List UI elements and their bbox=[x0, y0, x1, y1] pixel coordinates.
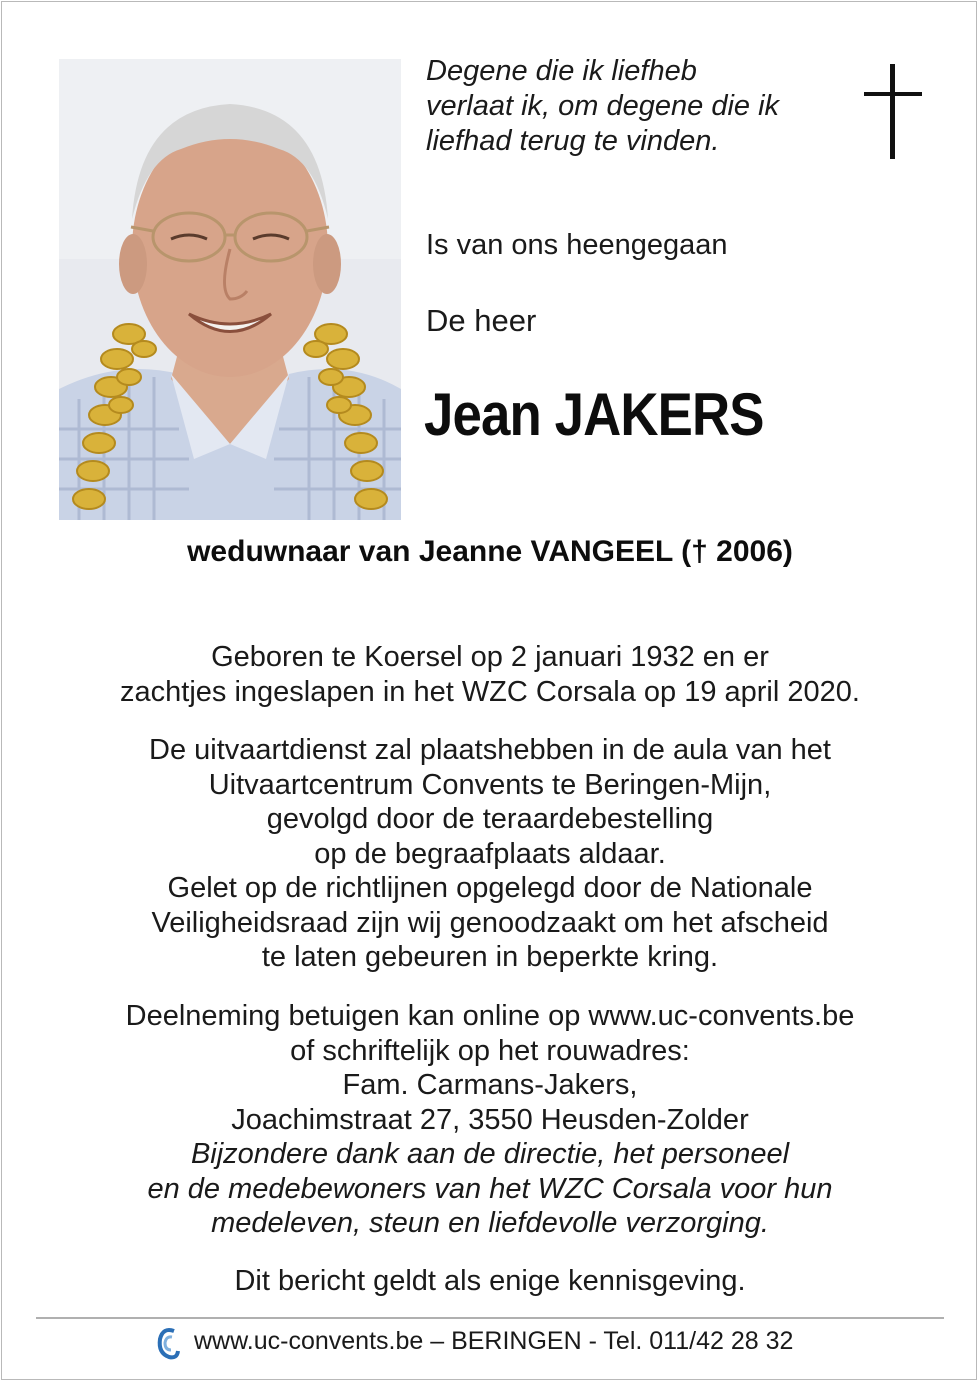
memorial-quote bbox=[426, 54, 846, 159]
text-line: Fam. Carmans-Jakers, bbox=[342, 1069, 638, 1101]
footer-divider bbox=[36, 1317, 944, 1319]
text-line: Geboren te Koersel op 2 januari 1932 en er bbox=[211, 641, 769, 673]
portrait-photo bbox=[59, 59, 401, 520]
text-line: te laten gebeuren in beperkte kring. bbox=[261, 941, 719, 973]
thanks-line: Bijzondere dank aan de directie, het personeel bbox=[190, 1138, 790, 1170]
announcement-line: Is van ons heengegaan bbox=[426, 229, 728, 261]
notice-text: Dit bericht geldt als enige kennisgeving. bbox=[234, 1265, 746, 1297]
quote-line: liefhad terug te vinden. bbox=[426, 125, 720, 157]
widow-line: weduwnaar van Jeanne VANGEEL († 2006) bbox=[187, 535, 793, 568]
funeral-service-text bbox=[0, 733, 980, 975]
thanks-line: en de medebewoners van het WZC Corsala voor hun bbox=[147, 1172, 833, 1205]
cross-icon bbox=[864, 64, 922, 159]
text-line: Uitvaartcentrum Convents te Beringen-Mijn, bbox=[208, 768, 772, 801]
quote-line: verlaat ik, om degene die ik bbox=[426, 90, 780, 122]
quote-line: Degene die ik liefheb bbox=[426, 55, 697, 87]
text-line: Veiligheidsraad zijn wij genoodzaakt om het afscheid bbox=[151, 906, 829, 939]
footer-contact: www.uc-convents.be – BERINGEN - Tel. 011/42 28 32 bbox=[194, 1327, 794, 1355]
text-line: of schriftelijk op het rouwadres: bbox=[290, 1034, 690, 1067]
deceased-name: Jean JAKERS bbox=[424, 381, 764, 448]
text-line: Gelet op de richtlijnen opgelegd door de Nationale bbox=[167, 872, 813, 904]
thanks-line: medeleven, steun en liefdevolle verzorging. bbox=[211, 1207, 769, 1239]
text-line: De uitvaartdienst zal plaatshebben in de aula van het bbox=[149, 734, 831, 766]
text-line: gevolgd door de teraardebestelling bbox=[266, 803, 714, 835]
text-line: zachtjes ingeslapen in het WZC Corsala op 19 april 2020. bbox=[120, 675, 860, 708]
condolence-text bbox=[0, 999, 980, 1241]
text-line: Joachimstraat 27, 3550 Heusden-Zolder bbox=[231, 1103, 749, 1136]
text-line: op de begraafplaats aldaar. bbox=[314, 837, 666, 870]
uc-convents-logo-icon bbox=[155, 1325, 181, 1361]
text-line: Deelneming betuigen kan online op www.uc-convents.be bbox=[125, 1000, 855, 1032]
title-honorific: De heer bbox=[426, 303, 537, 338]
birth-death-text bbox=[0, 640, 980, 709]
